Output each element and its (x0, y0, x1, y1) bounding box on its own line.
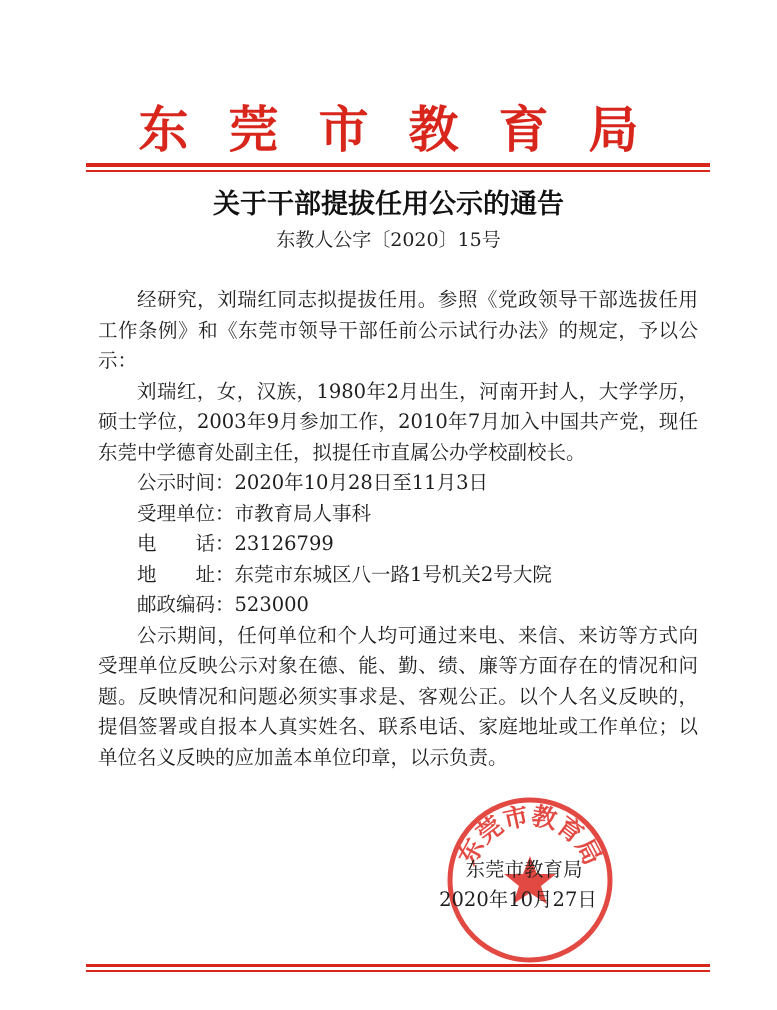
field-publicity-period (98, 468, 698, 499)
field-label: 地 址： (137, 562, 235, 586)
document-number: 东教人公字〔2020〕15号 (276, 229, 501, 251)
masthead-rule-thin (86, 170, 710, 172)
field-value: 东莞市东城区八一路1号机关2号大院 (234, 562, 552, 586)
field-label: 公示时间： (137, 471, 235, 494)
field-value: 23126799 (234, 532, 334, 555)
field-phone (98, 529, 698, 560)
footer-rule-thin (86, 970, 710, 972)
seal-text: 东莞市教育局 (452, 801, 608, 870)
field-label: 受理单位： (137, 501, 235, 525)
field-address (98, 560, 698, 591)
intro-paragraph: 经研究，刘瑞红同志拟提拔任用。参照《党政领导干部选拔任用工作条例》和《东莞市领导干部任前公示试行办法》的规定，予以公示： (98, 288, 698, 372)
field-postcode (98, 590, 698, 621)
signature-date: 2020年10月27日 (439, 888, 597, 911)
masthead-rule-thick (86, 163, 710, 167)
field-label: 电 话： (137, 532, 235, 555)
field-label: 邮政编码： (137, 593, 235, 616)
field-value: 2020年10月28日至11月3日 (234, 471, 488, 494)
notice-title: 关于干部提拔任用公示的通告 (213, 189, 564, 220)
footer-rule-thick (86, 964, 710, 967)
signature-org: 东莞市教育局 (465, 858, 583, 881)
field-accepting-unit (98, 499, 698, 530)
field-value: 市教育局人事科 (234, 501, 372, 525)
candidate-paragraph: 刘瑞红，女，汉族，1980年2月出生，河南开封人，大学学历，硕士学位，2003年9月参加工作，2010年7月加入中国共产党，现任东莞中学德育处副主任，拟提任市直属公办学校副校长。 (98, 379, 698, 464)
notice-body (98, 285, 698, 773)
field-value: 523000 (234, 593, 309, 616)
closing-paragraph: 公示期间，任何单位和个人均可通过来电、来信、来访等方式向受理单位反映公示对象在德、能、勤、绩、廉等方面存在的情况和问题。反映情况和问题必须实事求是、客观公正。以个人名义反映的，提倡签署或自报本人真实姓名、联系电话、家庭地址或工作单位；以单位名义反映的应加盖本单位印章，以示负责。 (98, 623, 698, 769)
masthead: 东莞市教育局 (138, 100, 679, 159)
